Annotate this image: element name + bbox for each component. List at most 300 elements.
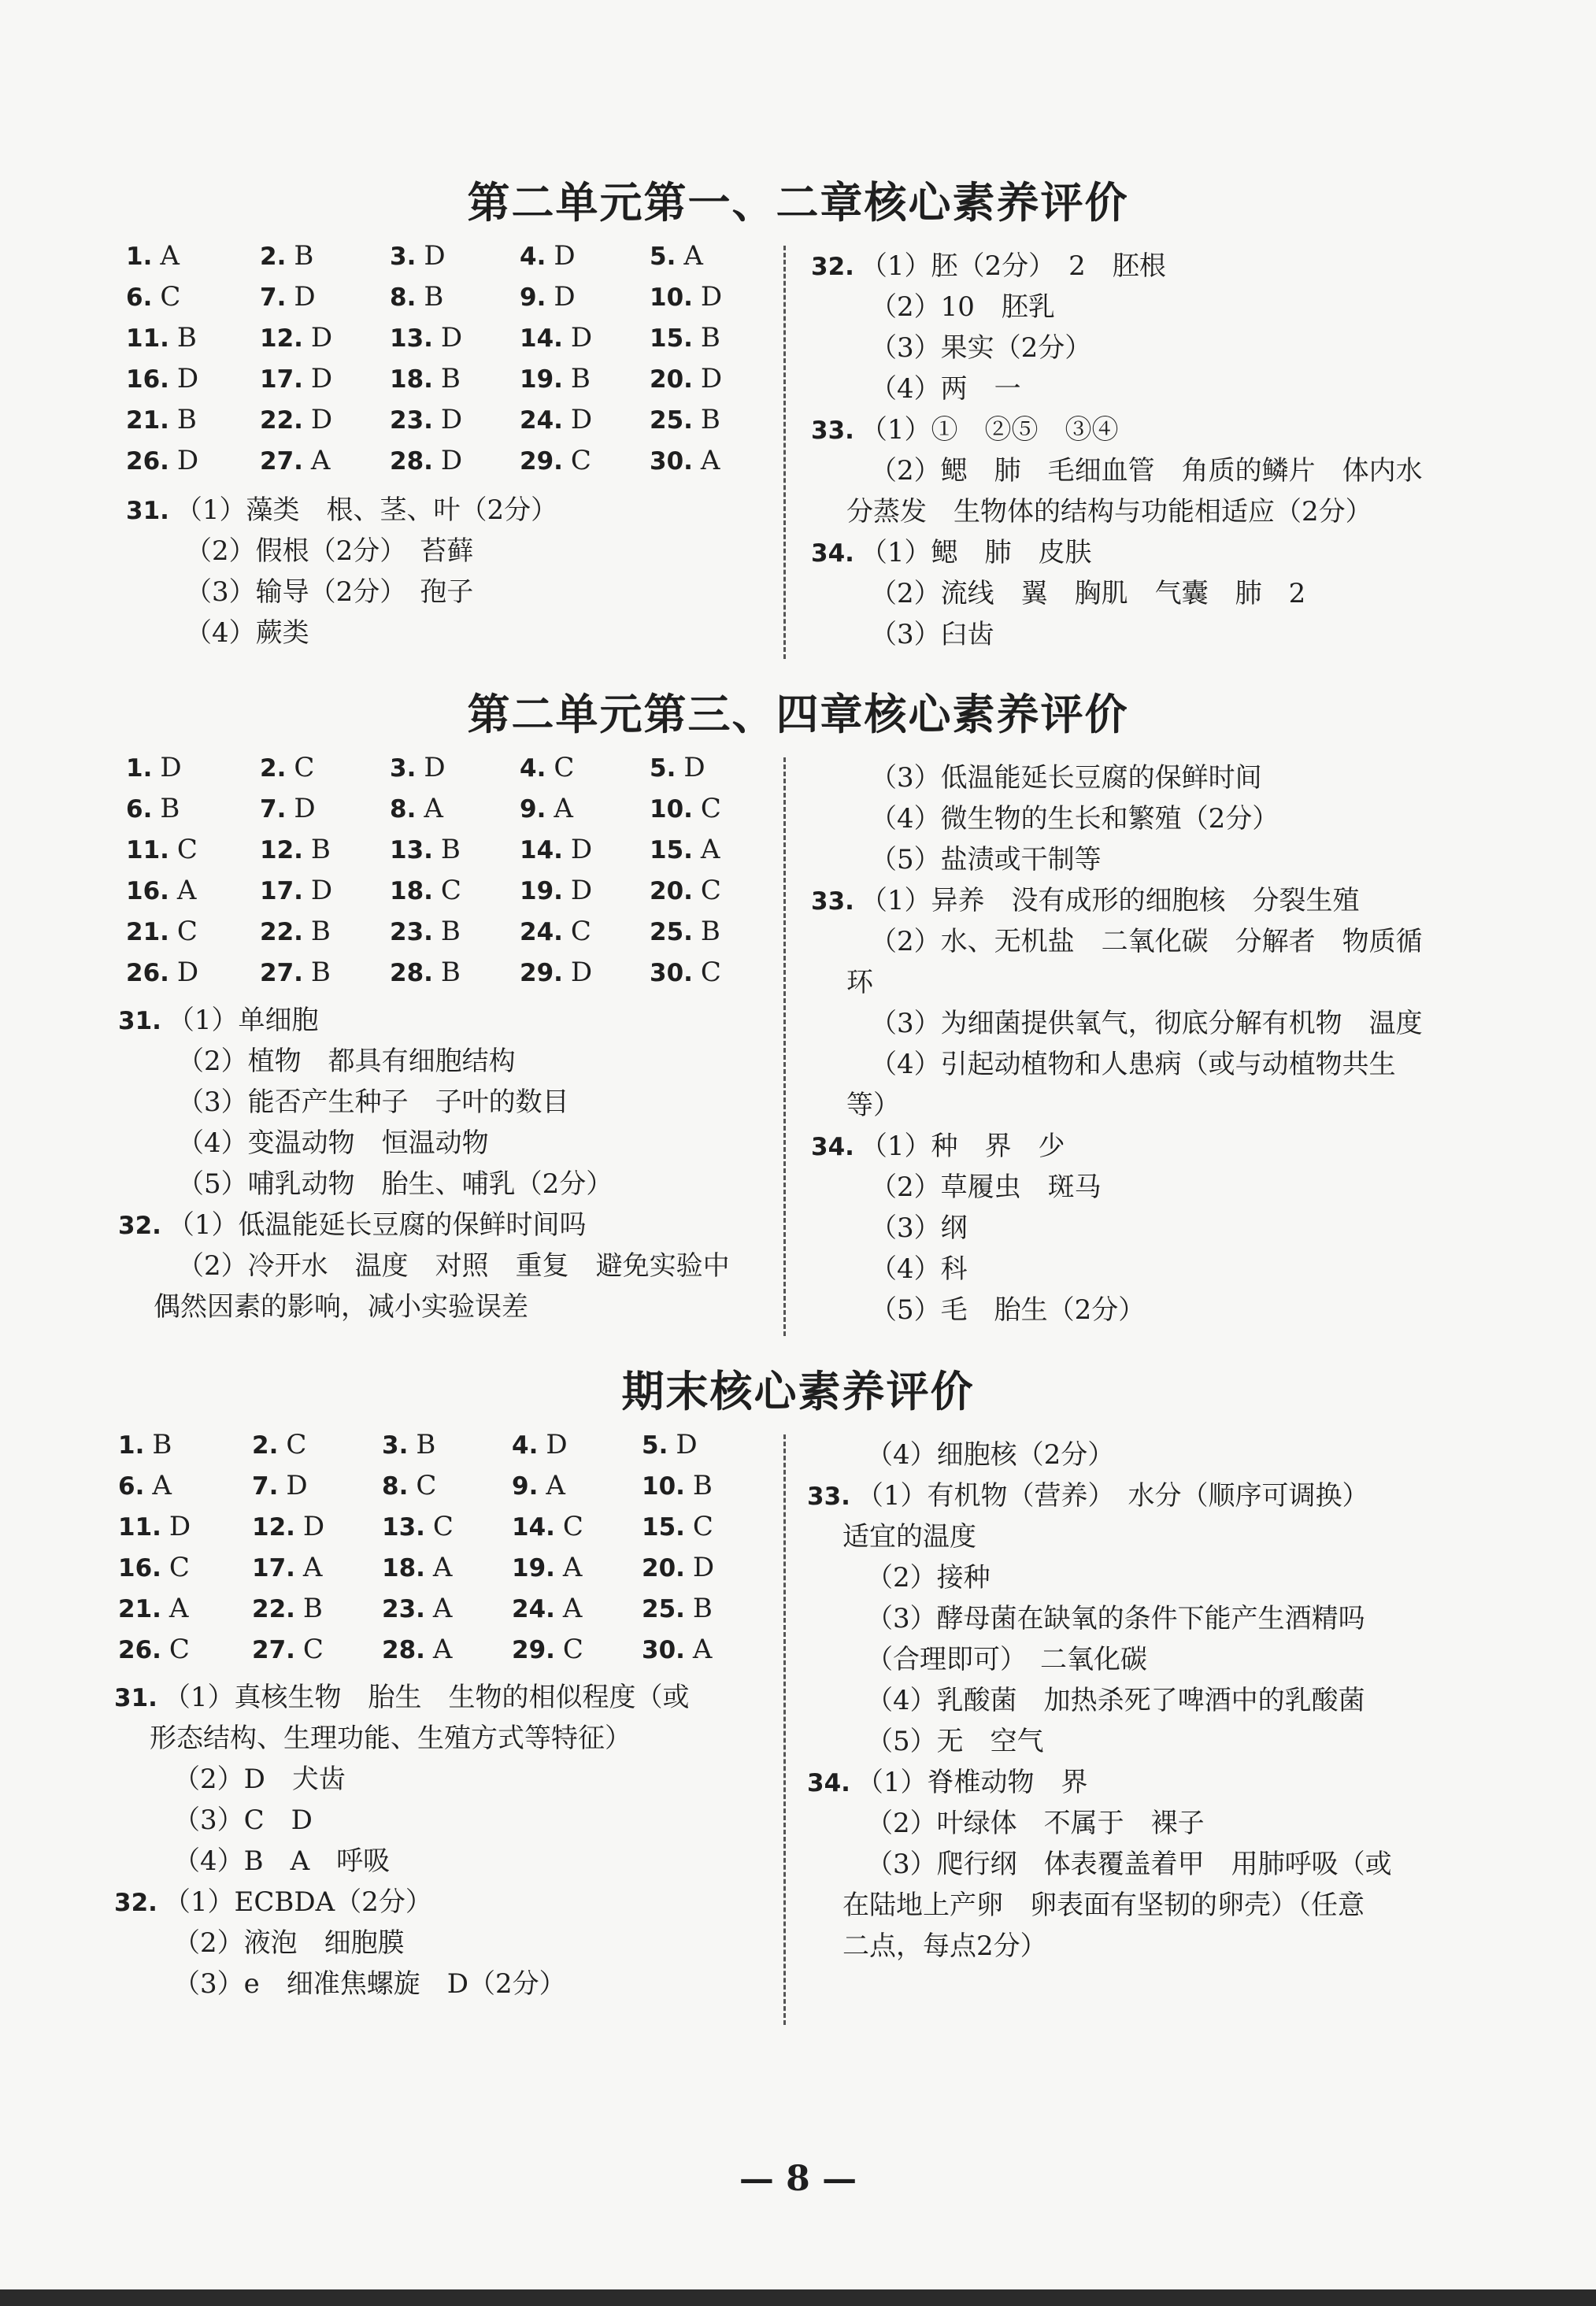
answer-text: （3）酵母菌在缺氧的条件下能产生酒精吗 bbox=[866, 1603, 1365, 1634]
answer-letter: D bbox=[424, 752, 446, 783]
answer-text: （4）蕨类 bbox=[185, 617, 309, 649]
choice-answer bbox=[520, 240, 576, 272]
answer-letter: C bbox=[168, 1634, 190, 1665]
answer-letter: A bbox=[562, 1552, 583, 1583]
answer-letter: C bbox=[176, 916, 198, 947]
question-number: 15. bbox=[642, 1513, 685, 1542]
question-number: 15. bbox=[650, 324, 693, 353]
answer-letter: B bbox=[176, 322, 197, 353]
answer-text: 分蒸发 生物体的结构与功能相适应（2分） bbox=[846, 496, 1372, 527]
question-number: 17. bbox=[260, 877, 303, 905]
answer-text: （2）植物 都具有细胞结构 bbox=[177, 1046, 516, 1077]
answer-line bbox=[866, 1680, 1365, 1721]
choice-answer bbox=[650, 240, 703, 272]
choice-answer bbox=[512, 1511, 583, 1542]
section-1-title: 第二单元第一、二章核心素养评价 bbox=[467, 177, 1129, 228]
answer-letter: B bbox=[424, 281, 444, 313]
answer-text: （4）细胞核（2分） bbox=[866, 1439, 1115, 1471]
choice-answer bbox=[260, 445, 330, 476]
answer-line bbox=[870, 1003, 1423, 1044]
choice-answer bbox=[260, 240, 313, 272]
answer-line bbox=[866, 1598, 1365, 1639]
answer-letter: D bbox=[546, 1429, 568, 1460]
answer-text: （2）10 胚乳 bbox=[870, 291, 1055, 323]
answer-letter: B bbox=[692, 1470, 713, 1501]
answer-text: （合理即可） 二氧化碳 bbox=[866, 1644, 1147, 1675]
question-number: 30. bbox=[642, 1636, 685, 1664]
answer-letter: A bbox=[168, 1593, 189, 1624]
answer-text: （1）单细胞 bbox=[167, 1005, 319, 1036]
question-number: 8. bbox=[390, 283, 417, 312]
answer-letter: D bbox=[294, 281, 316, 313]
answer-text: （2）流线 翼 胸肌 气囊 肺 2 bbox=[870, 578, 1306, 609]
answer-letter: D bbox=[554, 240, 576, 272]
choice-answer bbox=[126, 875, 196, 906]
choice-answer bbox=[252, 1593, 323, 1624]
answer-text: 适宜的温度 bbox=[842, 1521, 976, 1553]
answer-text: 二点，每点2分） bbox=[842, 1930, 1047, 1962]
answer-line bbox=[811, 246, 1166, 287]
answer-letter: B bbox=[176, 404, 197, 435]
question-number: 18. bbox=[382, 1554, 425, 1582]
choice-answer bbox=[260, 363, 332, 394]
question-number: 3. bbox=[390, 754, 417, 783]
question-number: 21. bbox=[126, 406, 169, 435]
choice-answer bbox=[642, 1593, 713, 1624]
question-number: 13. bbox=[382, 1513, 425, 1542]
question-number: 22. bbox=[260, 918, 303, 946]
choice-answer bbox=[642, 1470, 713, 1501]
answer-letter: B bbox=[302, 1593, 323, 1624]
question-number: 29. bbox=[512, 1636, 555, 1664]
choice-answer bbox=[512, 1552, 582, 1583]
answer-letter: A bbox=[546, 1470, 565, 1501]
answer-letter: D bbox=[570, 834, 593, 865]
question-number: 27. bbox=[260, 447, 303, 476]
choice-answer bbox=[520, 281, 576, 313]
answer-line bbox=[154, 1286, 528, 1327]
answer-line bbox=[870, 921, 1423, 962]
question-number: 24. bbox=[520, 406, 563, 435]
choice-answer bbox=[390, 793, 443, 824]
answer-letter: D bbox=[160, 752, 182, 783]
answer-text: 在陆地上产卵 卵表面有坚韧的卵壳）（任意 bbox=[842, 1890, 1365, 1921]
answer-text: （4）B A 呼吸 bbox=[173, 1845, 391, 1877]
choice-answer bbox=[650, 875, 721, 906]
question-number: 26. bbox=[118, 1636, 161, 1664]
answer-line bbox=[811, 1126, 1065, 1168]
answer-letter: D bbox=[676, 1429, 698, 1460]
choice-answer bbox=[126, 793, 180, 824]
question-number: 13. bbox=[390, 836, 433, 864]
answer-letter: A bbox=[683, 240, 703, 272]
question-number: 27. bbox=[252, 1636, 295, 1664]
column-divider bbox=[783, 246, 786, 659]
answer-letter: C bbox=[432, 1511, 454, 1542]
question-number: 6. bbox=[126, 795, 153, 824]
answer-line bbox=[870, 1290, 1145, 1331]
choice-answer bbox=[252, 1552, 322, 1583]
answer-line bbox=[870, 573, 1305, 614]
answer-letter: C bbox=[168, 1552, 190, 1583]
question-number: 30. bbox=[650, 959, 693, 987]
choice-answer bbox=[650, 793, 721, 824]
choice-answer bbox=[520, 404, 592, 435]
answer-line bbox=[126, 490, 557, 531]
question-number: 4. bbox=[512, 1431, 539, 1460]
answer-line bbox=[870, 1208, 968, 1249]
question-number: 14. bbox=[520, 836, 563, 864]
answer-letter: D bbox=[176, 363, 199, 394]
answer-text: （1）脊椎动物 界 bbox=[856, 1767, 1088, 1798]
answer-letter: D bbox=[683, 752, 705, 783]
answer-letter: A bbox=[160, 240, 180, 272]
question-number: 34. bbox=[811, 1133, 854, 1161]
question-number: 29. bbox=[520, 959, 563, 987]
answer-letter: D bbox=[700, 363, 723, 394]
question-number: 9. bbox=[520, 795, 546, 824]
answer-letter: D bbox=[570, 404, 593, 435]
answer-line bbox=[870, 328, 1091, 368]
section-3-title: 期末核心素养评价 bbox=[621, 1366, 975, 1416]
question-number: 30. bbox=[650, 447, 693, 476]
answer-letter: D bbox=[310, 404, 333, 435]
answer-line bbox=[870, 614, 994, 655]
choice-answer bbox=[650, 916, 720, 947]
question-number: 25. bbox=[650, 406, 693, 435]
question-number: 28. bbox=[390, 447, 433, 476]
answer-text: （4）引起动植物和人患病（或与动植物共生 bbox=[870, 1049, 1396, 1080]
question-number: 17. bbox=[252, 1554, 295, 1582]
choice-answer bbox=[390, 240, 446, 272]
answer-letter: C bbox=[692, 1511, 713, 1542]
choice-answer bbox=[520, 916, 591, 947]
question-number: 33. bbox=[811, 416, 854, 445]
answer-letter: D bbox=[440, 445, 463, 476]
question-number: 15. bbox=[650, 836, 693, 864]
answer-letter: B bbox=[570, 363, 591, 394]
choice-answer bbox=[382, 1634, 452, 1665]
answer-line bbox=[870, 368, 1021, 409]
question-number: 33. bbox=[807, 1482, 850, 1511]
answer-line bbox=[185, 572, 473, 613]
answer-text: （3）输导（2分） 孢子 bbox=[185, 576, 474, 608]
question-number: 34. bbox=[807, 1769, 850, 1797]
question-number: 20. bbox=[642, 1554, 685, 1582]
question-number: 6. bbox=[126, 283, 153, 312]
answer-line bbox=[118, 1205, 587, 1246]
question-number: 22. bbox=[252, 1595, 295, 1623]
answer-letter: D bbox=[554, 281, 576, 313]
answer-text: （5）无 空气 bbox=[866, 1726, 1044, 1757]
choice-answer bbox=[390, 875, 461, 906]
question-number: 4. bbox=[520, 754, 546, 783]
answer-letter: C bbox=[562, 1511, 583, 1542]
answer-line bbox=[842, 1516, 976, 1557]
answer-line bbox=[173, 1964, 566, 2004]
choice-answer bbox=[260, 752, 314, 783]
column-divider bbox=[783, 757, 786, 1336]
answer-text: （3）爬行纲 体表覆盖着甲 用肺呼吸（或 bbox=[866, 1849, 1392, 1880]
answer-letter: B bbox=[440, 957, 461, 988]
choice-answer bbox=[382, 1552, 452, 1583]
question-number: 25. bbox=[650, 918, 693, 946]
answer-letter: D bbox=[692, 1552, 715, 1583]
choice-answer bbox=[260, 916, 331, 947]
choice-answer bbox=[642, 1634, 712, 1665]
answer-text: （2）假根（2分） 苔藓 bbox=[185, 535, 474, 567]
choice-answer bbox=[382, 1593, 452, 1624]
answer-letter: B bbox=[440, 363, 461, 394]
choice-answer bbox=[252, 1429, 306, 1460]
answer-letter: D bbox=[286, 1470, 308, 1501]
answer-text: （5）毛 胎生（2分） bbox=[870, 1294, 1146, 1326]
question-number: 11. bbox=[126, 324, 169, 353]
question-number: 7. bbox=[260, 795, 287, 824]
question-number: 31. bbox=[126, 497, 169, 525]
answer-text: 偶然因素的影响，减小实验误差 bbox=[154, 1291, 528, 1323]
question-number: 9. bbox=[520, 283, 546, 312]
answer-letter: D bbox=[570, 875, 593, 906]
answer-text: （3）C D bbox=[173, 1804, 313, 1836]
question-number: 4. bbox=[520, 242, 546, 271]
choice-answer bbox=[642, 1552, 714, 1583]
answer-text: （3）臼齿 bbox=[870, 619, 994, 650]
answer-text: （1）胚（2分） 2 胚根 bbox=[860, 250, 1166, 282]
question-number: 13. bbox=[390, 324, 433, 353]
choice-answer bbox=[650, 834, 720, 865]
answer-letter: B bbox=[700, 322, 720, 353]
answer-text: （5）盐渍或干制等 bbox=[870, 844, 1102, 875]
choice-answer bbox=[650, 363, 722, 394]
question-number: 6. bbox=[118, 1472, 145, 1501]
answer-line bbox=[870, 1044, 1396, 1085]
answer-text: （4）微生物的生长和繁殖（2分） bbox=[870, 803, 1279, 835]
choice-answer bbox=[390, 322, 462, 353]
answer-text: （1）低温能延长豆腐的保鲜时间吗 bbox=[167, 1209, 587, 1241]
answer-letter: A bbox=[310, 445, 331, 476]
choice-answer bbox=[390, 404, 462, 435]
answer-letter: B bbox=[440, 916, 461, 947]
question-number: 8. bbox=[382, 1472, 409, 1501]
answer-letter: B bbox=[294, 240, 314, 272]
question-number: 19. bbox=[520, 877, 563, 905]
question-number: 32. bbox=[118, 1212, 161, 1240]
choice-answer bbox=[126, 916, 198, 947]
question-number: 32. bbox=[114, 1889, 157, 1917]
question-number: 23. bbox=[390, 406, 433, 435]
question-number: 23. bbox=[390, 918, 433, 946]
question-number: 16. bbox=[126, 877, 169, 905]
question-number: 24. bbox=[512, 1595, 555, 1623]
answer-line bbox=[866, 1844, 1392, 1885]
answer-line bbox=[866, 1639, 1147, 1680]
answer-text: （4）两 一 bbox=[870, 373, 1021, 405]
choice-answer bbox=[126, 281, 180, 313]
answer-letter: C bbox=[176, 834, 198, 865]
answer-line bbox=[811, 532, 1092, 574]
question-number: 24. bbox=[520, 918, 563, 946]
answer-letter: C bbox=[570, 445, 591, 476]
question-number: 1. bbox=[118, 1431, 145, 1460]
question-number: 10. bbox=[642, 1472, 685, 1501]
question-number: 21. bbox=[126, 918, 169, 946]
question-number: 8. bbox=[390, 795, 417, 824]
answer-text: （4）变温动物 恒温动物 bbox=[177, 1127, 489, 1159]
question-number: 10. bbox=[650, 283, 693, 312]
question-number: 33. bbox=[811, 887, 854, 916]
choice-answer bbox=[390, 281, 443, 313]
choice-answer bbox=[642, 1429, 698, 1460]
answer-text: （3）能否产生种子 子叶的数目 bbox=[177, 1086, 569, 1118]
answer-line bbox=[846, 1085, 900, 1126]
choice-answer bbox=[252, 1511, 324, 1542]
question-number: 2. bbox=[252, 1431, 279, 1460]
choice-answer bbox=[382, 1511, 454, 1542]
answer-text: （1）鳃 肺 皮肤 bbox=[860, 537, 1092, 568]
answer-letter: C bbox=[286, 1429, 307, 1460]
answer-line bbox=[118, 1000, 319, 1042]
answer-text: （1）异养 没有成形的细胞核 分裂生殖 bbox=[860, 885, 1360, 916]
answer-line bbox=[173, 1841, 390, 1882]
answer-line bbox=[807, 1762, 1088, 1804]
answer-letter: D bbox=[310, 875, 333, 906]
question-number: 28. bbox=[382, 1636, 425, 1664]
answer-line bbox=[811, 409, 1119, 451]
answer-line bbox=[185, 613, 309, 653]
answer-text: （2）液泡 细胞膜 bbox=[173, 1927, 405, 1959]
answer-text: （3）为细菌提供氧气，彻底分解有机物 温度 bbox=[870, 1008, 1423, 1039]
answer-letter: D bbox=[570, 322, 593, 353]
answer-line bbox=[811, 880, 1360, 922]
question-number: 11. bbox=[118, 1513, 161, 1542]
choice-answer bbox=[126, 240, 180, 272]
answer-text: （2）鳃 肺 毛细血管 角质的鳞片 体内水 bbox=[870, 455, 1423, 487]
question-number: 12. bbox=[260, 836, 303, 864]
answer-text: （1）ECBDA（2分） bbox=[163, 1886, 432, 1918]
answer-line bbox=[866, 1721, 1044, 1762]
choice-answer bbox=[650, 752, 705, 783]
choice-answer bbox=[520, 363, 591, 394]
choice-answer bbox=[390, 363, 461, 394]
answer-line bbox=[173, 1759, 346, 1800]
answer-letter: B bbox=[416, 1429, 436, 1460]
answer-line bbox=[185, 531, 473, 572]
answer-letter: C bbox=[700, 957, 721, 988]
answer-letter: B bbox=[160, 793, 180, 824]
answer-text: （1）有机物（营养） 水分（顺序可调换） bbox=[856, 1480, 1369, 1512]
question-number: 11. bbox=[126, 836, 169, 864]
answer-letter: A bbox=[692, 1634, 713, 1665]
question-number: 27. bbox=[260, 959, 303, 987]
question-number: 22. bbox=[260, 406, 303, 435]
answer-text: （1）真核生物 胎生 生物的相似程度（或 bbox=[163, 1682, 690, 1713]
answer-letter: B bbox=[152, 1429, 172, 1460]
question-number: 25. bbox=[642, 1595, 685, 1623]
answer-text: （3）纲 bbox=[870, 1212, 968, 1244]
answer-text: （3）低温能延长豆腐的保鲜时间 bbox=[870, 762, 1262, 794]
answer-letter: C bbox=[416, 1470, 437, 1501]
question-number: 34. bbox=[811, 539, 854, 568]
answer-letter: C bbox=[700, 875, 721, 906]
choice-answer bbox=[118, 1511, 191, 1542]
choice-answer bbox=[650, 322, 720, 353]
answer-letter: C bbox=[160, 281, 181, 313]
answer-line bbox=[866, 1803, 1205, 1844]
choice-answer bbox=[650, 281, 722, 313]
choice-answer bbox=[382, 1470, 436, 1501]
question-number: 28. bbox=[390, 959, 433, 987]
answer-line bbox=[870, 1249, 968, 1290]
answer-text: （4）乳酸菌 加热杀死了啤酒中的乳酸菌 bbox=[866, 1685, 1365, 1716]
answer-letter: C bbox=[294, 752, 315, 783]
answer-line bbox=[870, 450, 1423, 491]
choice-answer bbox=[260, 875, 332, 906]
choice-answer bbox=[252, 1470, 308, 1501]
answer-text: （2）草履虫 斑马 bbox=[870, 1172, 1102, 1203]
answer-letter: B bbox=[700, 404, 720, 435]
question-number: 12. bbox=[260, 324, 303, 353]
answer-line bbox=[177, 1164, 613, 1205]
answer-line bbox=[177, 1123, 489, 1164]
question-number: 7. bbox=[260, 283, 287, 312]
choice-answer bbox=[650, 957, 721, 988]
choice-answer bbox=[390, 916, 461, 947]
answer-text: （3）果实（2分） bbox=[870, 332, 1092, 364]
answer-letter: A bbox=[176, 875, 197, 906]
answer-letter: A bbox=[700, 445, 720, 476]
question-number: 29. bbox=[520, 447, 563, 476]
answer-letter: C bbox=[554, 752, 575, 783]
answer-letter: D bbox=[176, 957, 199, 988]
question-number: 16. bbox=[118, 1554, 161, 1582]
answer-line bbox=[114, 1677, 690, 1719]
answer-text: 等） bbox=[846, 1090, 900, 1121]
question-number: 1. bbox=[126, 242, 153, 271]
question-number: 7. bbox=[252, 1472, 279, 1501]
answer-line bbox=[866, 1434, 1114, 1475]
question-number: 31. bbox=[118, 1007, 161, 1035]
choice-answer bbox=[126, 957, 198, 988]
choice-answer bbox=[118, 1470, 172, 1501]
answer-letter: D bbox=[440, 322, 463, 353]
answer-letter: A bbox=[432, 1552, 453, 1583]
choice-answer bbox=[126, 322, 197, 353]
answer-text: （2）D 犬齿 bbox=[173, 1764, 346, 1795]
answer-letter: B bbox=[700, 916, 720, 947]
page-number: — 8 — bbox=[739, 2159, 857, 2199]
question-number: 26. bbox=[126, 447, 169, 476]
question-number: 26. bbox=[126, 959, 169, 987]
choice-answer bbox=[650, 404, 720, 435]
answer-letter: A bbox=[432, 1634, 453, 1665]
answer-text: （1）藻类 根、茎、叶（2分） bbox=[175, 494, 558, 526]
answer-letter: A bbox=[432, 1593, 453, 1624]
answer-text: （2）接种 bbox=[866, 1562, 991, 1593]
question-number: 31. bbox=[114, 1684, 157, 1712]
answer-letter: D bbox=[570, 957, 593, 988]
choice-answer bbox=[382, 1429, 435, 1460]
answer-letter: D bbox=[302, 1511, 325, 1542]
answer-letter: B bbox=[440, 834, 461, 865]
question-number: 19. bbox=[520, 365, 563, 394]
answer-line bbox=[842, 1926, 1047, 1967]
answer-letter: A bbox=[424, 793, 443, 824]
answer-letter: C bbox=[440, 875, 461, 906]
section-2-title: 第二单元第三、四章核心素养评价 bbox=[467, 689, 1129, 739]
choice-answer bbox=[520, 957, 592, 988]
choice-answer bbox=[126, 404, 197, 435]
